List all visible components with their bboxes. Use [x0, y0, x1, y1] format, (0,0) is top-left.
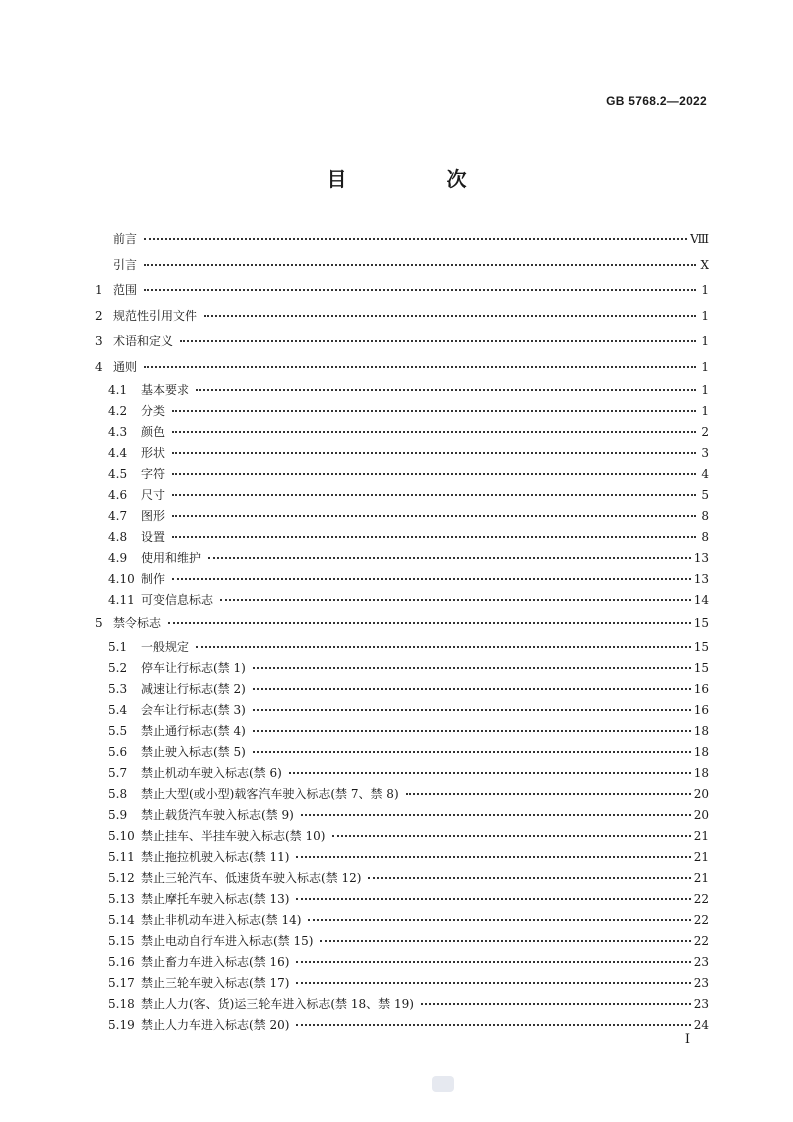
toc-leader-dots	[332, 825, 690, 837]
toc-entry-number: 5.1	[108, 639, 128, 654]
toc-entry[interactable]	[95, 227, 709, 253]
toc-entry-title: 减速让行标志(禁 2)	[141, 681, 246, 696]
toc-entry-page: 2	[701, 425, 709, 439]
toc-entry-page: 8	[701, 509, 709, 523]
toc-entry-number: 5.11	[108, 849, 135, 864]
toc-entry[interactable]	[95, 329, 709, 355]
toc-entry-page: Ⅷ	[690, 232, 709, 246]
toc-entry-number: 5.6	[108, 744, 128, 759]
toc-entry-number: 4.4	[108, 446, 128, 460]
toc-entry-number: 1	[95, 283, 103, 297]
toc-entry-page: 18	[693, 744, 709, 759]
toc-entry-number: 5.14	[108, 912, 135, 927]
toc-leader-dots	[253, 720, 691, 732]
toc-entry[interactable]	[95, 847, 709, 868]
page-folio: I	[684, 1032, 690, 1047]
toc-entry-page: 16	[693, 702, 709, 717]
toc-leader-dots	[172, 400, 696, 412]
toc-entry-number: 4.7	[108, 509, 128, 523]
toc-entry[interactable]	[95, 742, 709, 763]
toc-entry-number: 2	[95, 308, 103, 323]
toc-entry-number: 4.11	[108, 593, 135, 607]
toc-leader-dots	[172, 526, 696, 538]
toc-entry-title: 范围	[113, 283, 138, 297]
toc-entry[interactable]	[95, 590, 709, 611]
toc-entry[interactable]	[95, 527, 709, 548]
toc-entry[interactable]	[95, 548, 709, 569]
toc-leader-dots	[172, 568, 691, 580]
toc-entry-number: 4	[95, 359, 103, 374]
toc-entry-number: 5.13	[108, 891, 135, 906]
toc-entry-page: 21	[693, 828, 709, 843]
toc-leader-dots	[196, 636, 691, 648]
toc-entry[interactable]	[95, 721, 709, 742]
toc-entry[interactable]	[95, 253, 709, 279]
toc-entry-title: 禁止三轮车驶入标志(禁 17)	[141, 975, 290, 990]
toc-entry[interactable]	[95, 401, 709, 422]
toc-entry-title: 禁止机动车驶入标志(禁 6)	[141, 765, 282, 780]
toc-leader-dots	[172, 421, 696, 433]
toc-entry-number: 5.19	[108, 1017, 135, 1032]
toc-leader-dots	[144, 356, 696, 368]
toc-entry-page: 15	[693, 639, 709, 654]
toc-entry[interactable]	[95, 994, 709, 1015]
toc-entry-title: 禁止电动自行车进入标志(禁 15)	[141, 933, 314, 948]
toc-entry-page: 22	[693, 933, 709, 948]
toc-entry-number: 5.9	[108, 807, 128, 822]
toc-leader-dots	[308, 909, 690, 921]
toc-entry-page: 22	[693, 912, 709, 927]
toc-entry-title: 禁止三轮汽车、低速货车驶入标志(禁 12)	[141, 870, 362, 885]
toc-entry-page: 21	[693, 849, 709, 864]
toc-entry-page: 1	[701, 359, 709, 374]
toc-entry-page: 14	[693, 593, 709, 607]
toc-entry-title: 分类	[141, 404, 166, 418]
document-code: GB 5768.2—2022	[606, 94, 707, 108]
toc-leader-dots	[196, 379, 696, 391]
toc-leader-dots	[220, 589, 691, 601]
toc-entry[interactable]	[95, 889, 709, 910]
toc-entry-title: 术语和定义	[113, 334, 174, 348]
toc-entry-title: 禁止人力(客、货)运三轮车进入标志(禁 18、禁 19)	[141, 996, 414, 1011]
toc-entry-number: 5.17	[108, 975, 135, 990]
toc-entry-title: 停车让行标志(禁 1)	[141, 660, 246, 675]
toc-entry[interactable]	[95, 355, 709, 381]
toc-entry-title: 会车让行标志(禁 3)	[141, 702, 246, 717]
toc-entry-title: 形状	[141, 446, 166, 460]
toc-leader-dots	[144, 279, 696, 291]
toc-entry-number: 5.5	[108, 723, 128, 738]
toc-entry-page: 18	[693, 765, 709, 780]
toc-entry-number: 4.9	[108, 551, 128, 565]
toc-entry[interactable]	[95, 506, 709, 527]
toc-entry-page: 18	[693, 723, 709, 738]
toc-leader-dots	[253, 699, 691, 711]
toc-leader-dots	[144, 254, 696, 266]
toc-leader-dots	[368, 867, 690, 879]
toc-leader-dots	[296, 888, 690, 900]
toc-entry-page: 22	[693, 891, 709, 906]
toc-entry[interactable]	[95, 826, 709, 847]
toc-entry-number: 5	[95, 616, 103, 630]
toc-entry-title: 禁止载货汽车驶入标志(禁 9)	[141, 807, 294, 822]
toc-entry[interactable]	[95, 763, 709, 784]
toc-entry-title: 通则	[113, 359, 138, 374]
toc-entry-title: 禁止非机动车进入标志(禁 14)	[141, 912, 302, 927]
toc-entry-number: 4.10	[108, 572, 135, 586]
page-title: 目 次	[326, 167, 507, 191]
toc-leader-dots	[301, 804, 691, 816]
toc-entry-number: 5.10	[108, 828, 135, 843]
toc-entry-number: 4.6	[108, 488, 128, 502]
toc-entry-page: 20	[693, 807, 709, 822]
toc-entry[interactable]	[95, 278, 709, 304]
toc-entry[interactable]	[95, 973, 709, 994]
toc-entry-title: 禁止人力车进入标志(禁 20)	[141, 1017, 290, 1032]
toc-entry-title: 设置	[141, 530, 166, 544]
toc-entry-title: 字符	[141, 467, 166, 481]
toc-leader-dots	[208, 547, 691, 559]
toc-entry-page: 1	[701, 383, 709, 397]
toc-leader-dots	[406, 783, 691, 795]
toc-leader-dots	[289, 762, 691, 774]
toc-entry-title: 禁止大型(或小型)载客汽车驶入标志(禁 7、禁 8)	[141, 786, 399, 801]
toc-entry-page: 1	[701, 283, 709, 297]
toc-leader-dots	[253, 657, 691, 669]
toc-entry-number: 4.3	[108, 425, 128, 439]
toc-entry-number: 5.15	[108, 933, 135, 948]
toc-entry-title: 前言	[113, 232, 138, 246]
toc-leader-dots	[253, 678, 691, 690]
toc-entry-page: 13	[693, 551, 709, 565]
toc-entry-page: 5	[701, 488, 709, 502]
toc-entry-page: 15	[693, 660, 709, 675]
toc-entry-title: 基本要求	[141, 383, 190, 397]
toc-entry-title: 引言	[113, 257, 138, 272]
toc-leader-dots	[168, 612, 691, 624]
toc-leader-dots	[172, 505, 696, 517]
toc-entry-page: 23	[693, 954, 709, 969]
toc-entry-page: 20	[693, 786, 709, 801]
toc-entry[interactable]	[95, 931, 709, 952]
toc-entry-title: 禁止挂车、半挂车驶入标志(禁 10)	[141, 828, 326, 843]
toc-entry-title: 制作	[141, 572, 166, 586]
toc-entry-title: 一般规定	[141, 639, 190, 654]
toc-entry[interactable]	[95, 422, 709, 443]
toc-leader-dots	[180, 330, 696, 342]
toc-entry-number: 5.8	[108, 786, 128, 801]
toc-entry-page: 15	[693, 616, 709, 630]
toc-entry-page: 8	[701, 530, 709, 544]
toc-entry-page: 4	[701, 467, 709, 481]
toc-entry[interactable]	[95, 784, 709, 805]
toc-entry[interactable]	[95, 658, 709, 679]
toc-entry-number: 5.3	[108, 681, 128, 696]
toc-entry-number: 4.2	[108, 404, 128, 418]
toc-entry[interactable]	[95, 1015, 709, 1036]
toc-leader-dots	[144, 228, 687, 240]
table-of-contents	[95, 227, 709, 1036]
watermark-logo-icon	[432, 1076, 454, 1092]
toc-entry-title: 可变信息标志	[141, 593, 214, 607]
toc-entry[interactable]	[95, 910, 709, 931]
toc-entry[interactable]	[95, 380, 709, 401]
toc-entry[interactable]	[95, 952, 709, 973]
toc-entry-number: 5.16	[108, 954, 135, 969]
toc-entry-number: 4.1	[108, 383, 128, 397]
toc-entry-title: 禁令标志	[113, 616, 162, 630]
toc-entry-title: 颜色	[141, 425, 166, 439]
toc-entry-title: 尺寸	[141, 488, 166, 502]
toc-entry[interactable]	[95, 700, 709, 721]
toc-entry[interactable]	[95, 805, 709, 826]
toc-entry-number: 5.2	[108, 660, 128, 675]
toc-leader-dots	[172, 484, 696, 496]
toc-entry-number: 4.8	[108, 530, 128, 544]
toc-entry-page: Ⅹ	[700, 257, 709, 272]
toc-entry-page: 1	[701, 334, 709, 348]
toc-entry-title: 禁止通行标志(禁 4)	[141, 723, 246, 738]
toc-leader-dots	[296, 972, 690, 984]
toc-entry-title: 禁止驶入标志(禁 5)	[141, 744, 246, 759]
toc-entry-page: 23	[693, 975, 709, 990]
toc-leader-dots	[172, 463, 696, 475]
toc-entry-title: 禁止摩托车驶入标志(禁 13)	[141, 891, 290, 906]
toc-entry-page: 24	[693, 1017, 709, 1032]
toc-entry-page: 23	[693, 996, 709, 1011]
toc-entry[interactable]	[95, 611, 709, 637]
toc-entry-page: 3	[701, 446, 709, 460]
toc-leader-dots	[296, 846, 690, 858]
toc-entry[interactable]	[95, 304, 709, 330]
toc-entry[interactable]	[95, 569, 709, 590]
toc-leader-dots	[296, 951, 690, 963]
toc-entry-title: 禁止畜力车进入标志(禁 16)	[141, 954, 290, 969]
toc-entry-page: 13	[693, 572, 709, 586]
toc-entry[interactable]	[95, 679, 709, 700]
toc-leader-dots	[320, 930, 690, 942]
toc-entry-page: 16	[693, 681, 709, 696]
toc-entry-number: 5.4	[108, 702, 128, 717]
toc-entry-title: 使用和维护	[141, 551, 202, 565]
toc-entry-number: 3	[95, 334, 103, 348]
toc-entry-page: 21	[693, 870, 709, 885]
toc-leader-dots	[172, 442, 696, 454]
toc-entry[interactable]	[95, 443, 709, 464]
toc-leader-dots	[204, 305, 696, 317]
toc-entry-title: 图形	[141, 509, 166, 523]
toc-leader-dots	[296, 1014, 690, 1026]
toc-entry-title: 规范性引用文件	[113, 308, 198, 323]
toc-leader-dots	[253, 741, 691, 753]
toc-entry-number: 5.12	[108, 870, 135, 885]
toc-entry[interactable]	[95, 868, 709, 889]
toc-entry-number: 5.18	[108, 996, 135, 1011]
toc-entry-page: 1	[701, 308, 709, 323]
toc-leader-dots	[421, 993, 691, 1005]
toc-entry-page: 1	[701, 404, 709, 418]
toc-entry[interactable]	[95, 485, 709, 506]
toc-entry-number: 4.5	[108, 467, 128, 481]
toc-entry[interactable]	[95, 637, 709, 658]
toc-entry-title: 禁止拖拉机驶入标志(禁 11)	[141, 849, 290, 864]
toc-entry-number: 5.7	[108, 765, 128, 780]
toc-entry[interactable]	[95, 464, 709, 485]
